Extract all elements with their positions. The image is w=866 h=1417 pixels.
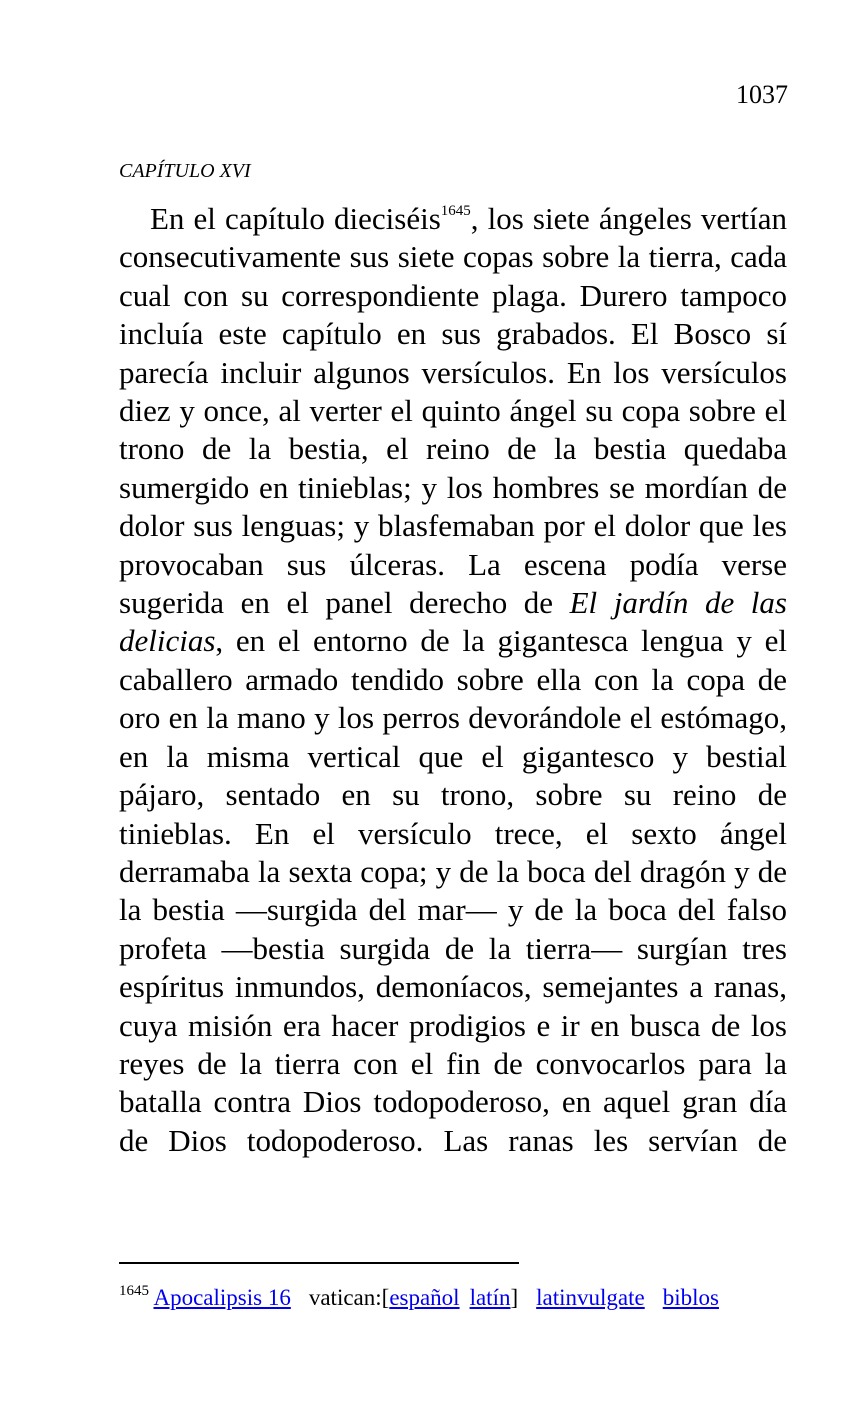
artwork-title: El jardín de las delicias xyxy=(119,585,787,659)
link-latinvulgate[interactable]: latinvulgate xyxy=(536,1285,645,1310)
link-biblos[interactable]: biblos xyxy=(662,1285,719,1310)
footnote xyxy=(119,1283,799,1313)
paragraph-part-3: , en el entorno de la gigantesca lengua y el caballero armado tendido sobre ella con la copa de oro en la mano y los perros devorándole el estómago, en la misma vertical que el gigantesco y bestial pájaro, sentado en su trono, sobre su reino de tinieblas. En el versículo trece, el sexto ángel derramaba la sexta copa; y de la boca del dragón y de la bestia —surgida del mar— y de la boca del falso profeta —bestia surgida de la tierra— surgían tres espíritus inmundos, demoníacos, semejantes a ranas, cuya misión era hacer prodigios e ir en busca de los reyes de la tierra con el fin de convocarlos para la batalla contra Dios todopoderoso, en aquel gran día de Dios todopoderoso. Las ranas les servían de xyxy=(119,623,787,1158)
footnote-number: 1645 xyxy=(119,1283,149,1299)
footnote-divider xyxy=(119,1262,519,1264)
chapter-heading: CAPÍTULO XVI xyxy=(119,160,251,182)
body-paragraph xyxy=(119,200,787,1160)
link-espanol[interactable]: español xyxy=(389,1285,460,1310)
page-number: 1037 xyxy=(736,80,788,109)
link-latin[interactable]: latín xyxy=(469,1285,511,1310)
paragraph-part-2: , los siete ángeles vertían consecutivamente sus siete copas sobre la tierra, cada cual con su correspondiente plaga. Durero tampoco incluía este capítulo en sus grabados. El Bosco sí parecía incluir algunos versículos. En los versículos diez y once, al verter el quinto ángel su copa sobre el trono de la bestia, el reino de la bestia quedaba sumergido en tinieblas; y los hombres se mordían de dolor sus lenguas; y blasfemaban por el dolor que les provocaban sus úlceras. La escena podía verse sugerida en el panel derecho de xyxy=(119,201,787,621)
bracket-close: ] xyxy=(510,1285,519,1310)
vatican-label: vatican:[ xyxy=(308,1285,390,1310)
link-apocalipsis[interactable]: Apocalipsis 16 xyxy=(153,1285,291,1310)
paragraph-part-1: En el capítulo dieciséis xyxy=(150,201,441,236)
footnote-reference[interactable]: 1645 xyxy=(440,203,471,219)
